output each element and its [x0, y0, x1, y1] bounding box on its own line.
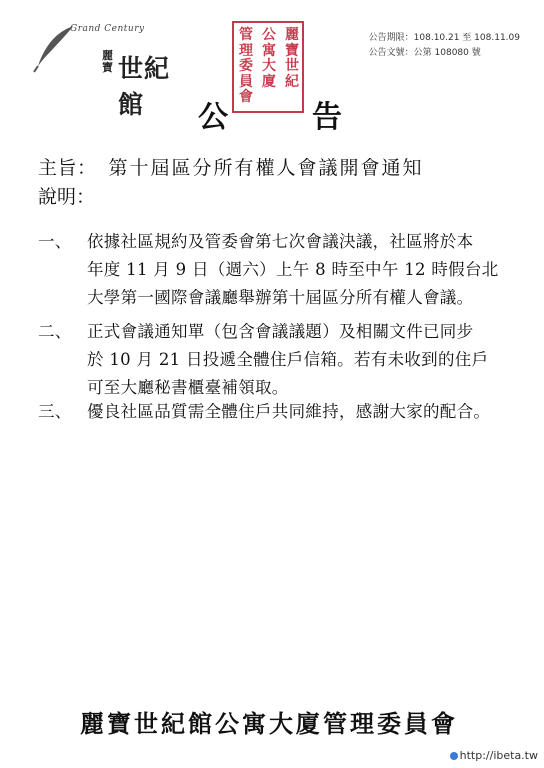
seal-char: 紀: [285, 73, 299, 90]
subject: [38, 153, 424, 180]
notice-period: 公告期限：108.10.21 至 108.11.09: [368, 33, 520, 43]
subject-label: 主旨：: [38, 157, 97, 179]
item-line: 年度 11 月 9 日（週六）上午 8 時至中午 12 時假台北: [87, 260, 499, 279]
notice-title-left: 公: [198, 100, 228, 135]
watermark-url: http://ibeta.tw: [459, 749, 538, 762]
seal-char: 寓: [262, 42, 276, 59]
seal-char: 世: [285, 58, 299, 74]
seal-column: [238, 28, 254, 106]
logo-small-char: 麗: [102, 49, 113, 62]
logo-small-text: [102, 50, 116, 74]
seal-column: [261, 28, 277, 90]
seal-char: 廈: [262, 73, 276, 90]
item-number: 二、: [38, 322, 72, 341]
notice-info: [369, 31, 520, 61]
logo-small-char: 寶: [102, 61, 113, 74]
seal-char: 大: [262, 58, 276, 74]
item-text: [87, 228, 499, 312]
logo-main-text: 世紀館: [118, 54, 171, 119]
official-seal: [232, 21, 304, 113]
seal-char: 會: [239, 89, 253, 105]
item-number: 一、: [38, 232, 72, 251]
seal-char: 寶: [285, 42, 299, 59]
notice-title-right: 告: [312, 100, 342, 135]
seal-char: 員: [239, 73, 253, 90]
seal-char: 理: [239, 42, 253, 59]
seal-column: [284, 28, 300, 90]
item-line: 於 10 月 21 日投遞全體住戶信箱。若有未收到的住戶: [87, 350, 489, 369]
seal-char: 委: [239, 58, 253, 74]
item-line: 可至大廳秘書櫃臺補領取。: [87, 378, 289, 397]
explain-label: 說明：: [38, 186, 96, 208]
seal-char: 管: [239, 27, 253, 43]
subject-value: 第十屆區分所有權人會議開會通知: [108, 157, 424, 179]
seal-char: 麗: [285, 27, 299, 43]
item-line: 正式會議通知單（包含會議議題）及相關文件已同步: [87, 322, 474, 341]
item-line: 優良社區品質需全體住戶共同維持，感謝大家的配合。: [87, 402, 491, 421]
item-text: [87, 318, 488, 402]
logo: [30, 22, 180, 119]
item-line: 大學第一國際會議廳舉辦第十屆區分所有權人會議。: [87, 288, 474, 307]
item-number: 三、: [38, 402, 72, 421]
footer-signature: 麗寶世紀館公寓大廈管理委員會: [80, 709, 458, 738]
watermark: [450, 749, 538, 762]
seal-char: 公: [262, 27, 276, 43]
notice-doc-number: 公告文號：公第 108080 號: [368, 48, 481, 58]
item-line: 依據社區規約及管委會第七次會議決議，社區將於本: [87, 232, 474, 251]
globe-icon: [450, 752, 458, 760]
logo-script-text: Grand Century: [70, 24, 145, 34]
item-text: [87, 398, 490, 426]
